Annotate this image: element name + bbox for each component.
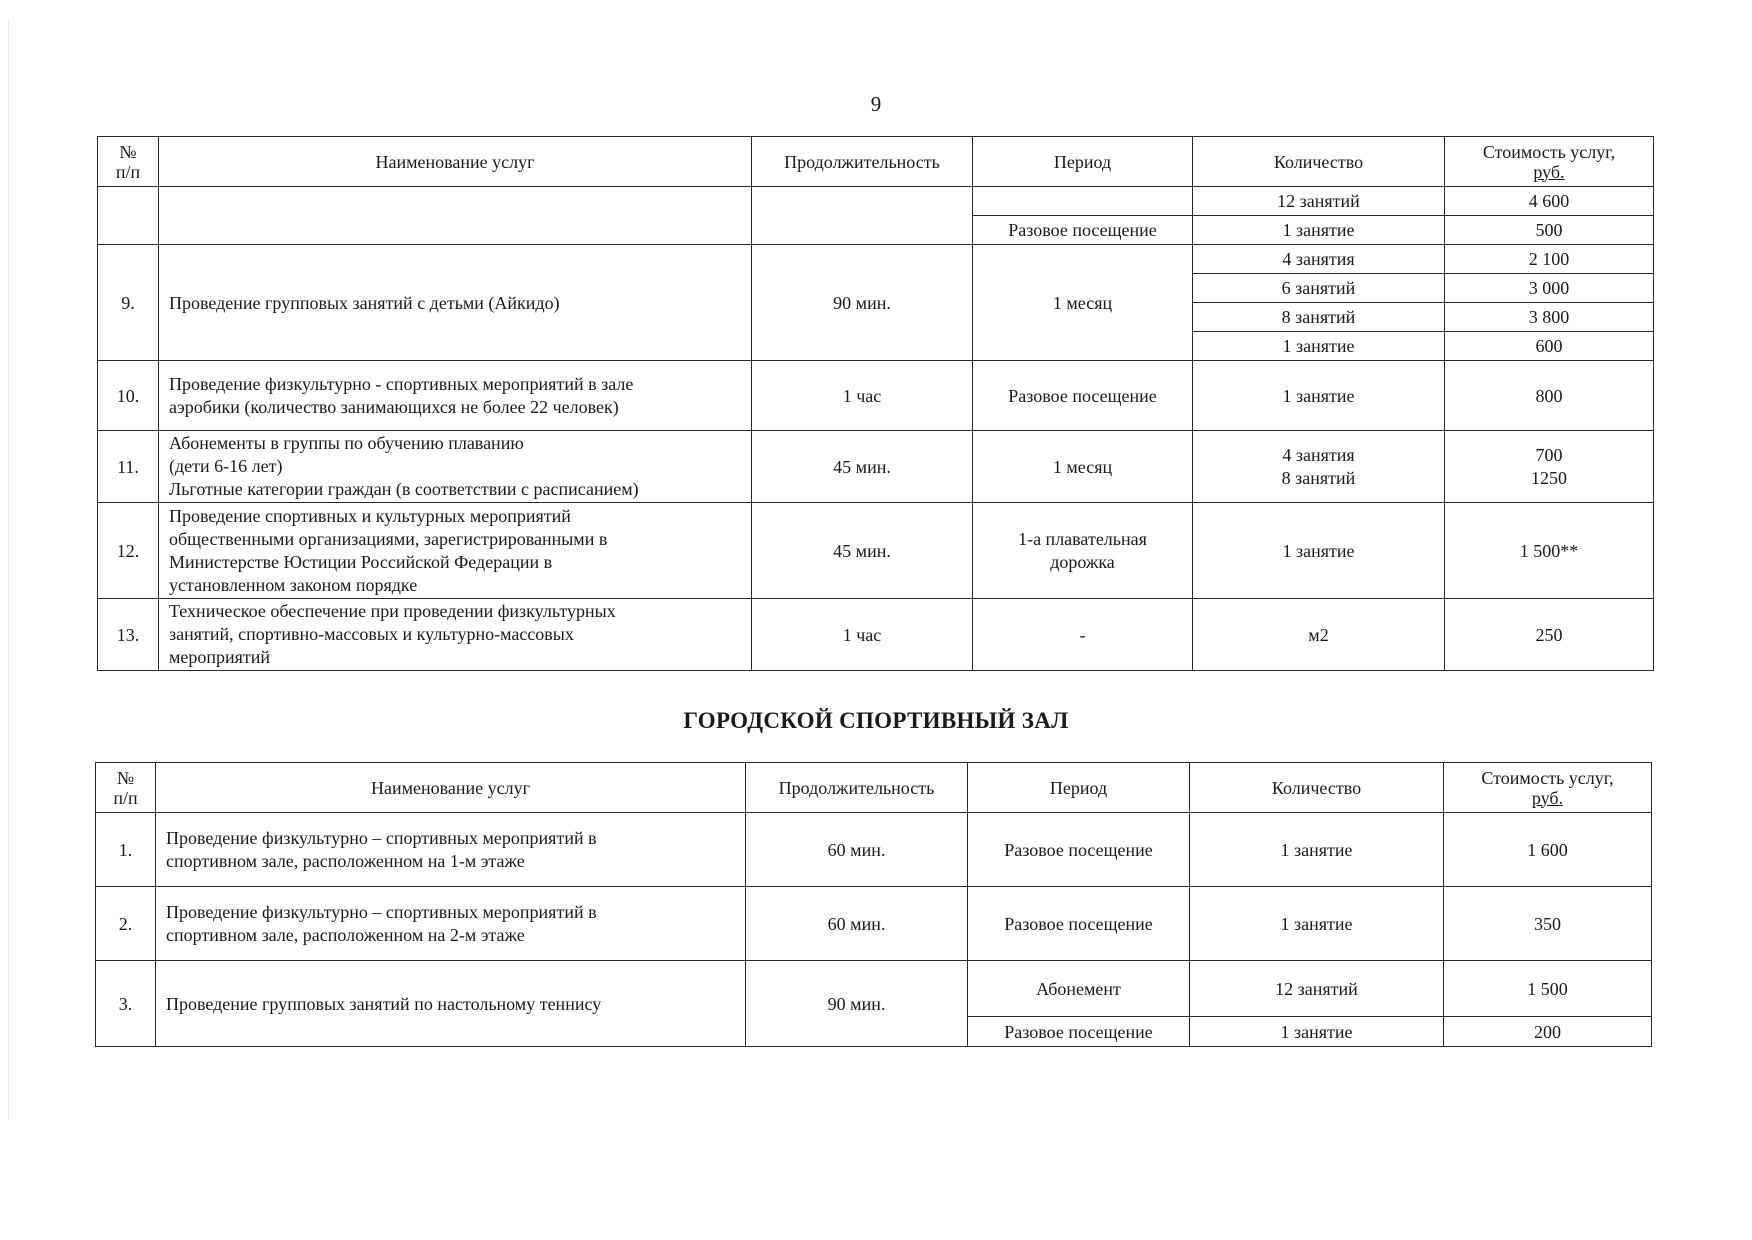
header-duration: Продолжительность — [752, 137, 973, 187]
cell-period: Разовое посещение — [968, 1017, 1190, 1047]
cell-period — [973, 187, 1193, 216]
header-num: № п/п — [98, 137, 159, 187]
header-quantity: Количество — [1190, 763, 1444, 813]
cell-quantity: 1 занятие — [1190, 813, 1444, 887]
table-header-row — [98, 137, 1654, 187]
table-row — [98, 245, 1654, 274]
section-title: ГОРОДСКОЙ СПОРТИВНЫЙ ЗАЛ — [683, 708, 1069, 733]
cell-name — [159, 187, 752, 245]
cell-period: Разовое посещение — [968, 813, 1190, 887]
cell-quantity: 1 занятие — [1190, 1017, 1444, 1047]
cell-period: Разовое посещение — [973, 216, 1193, 245]
cell-quantity: 12 занятий — [1193, 187, 1445, 216]
cell-quantity: 4 занятия 8 занятий — [1193, 431, 1445, 503]
cell-period: Разовое посещение — [973, 361, 1193, 431]
cell-num: 10. — [98, 361, 159, 431]
cell-quantity: 1 занятие — [1190, 887, 1444, 961]
cell-price: 250 — [1445, 599, 1654, 671]
cell-quantity: м2 — [1193, 599, 1445, 671]
cell-num: 2. — [96, 887, 156, 961]
table-row — [96, 813, 1652, 887]
page-number: 9 — [870, 92, 882, 116]
cell-period: 1-а плавательная дорожка — [973, 503, 1193, 599]
header-price: Стоимость услуг, руб. — [1444, 763, 1652, 813]
header-period: Период — [973, 137, 1193, 187]
cell-quantity: 8 занятий — [1193, 303, 1445, 332]
cell-price: 1 500** — [1445, 503, 1654, 599]
table-row — [96, 961, 1652, 1017]
cell-duration: 45 мин. — [752, 503, 973, 599]
cell-price: 200 — [1444, 1017, 1652, 1047]
cell-period: 1 месяц — [973, 245, 1193, 361]
cell-duration: 1 час — [752, 599, 973, 671]
cell-name: Техническое обеспечение при проведении физкультурных занятий, спортивно-массовых и культурно-массовых мероприятий — [159, 599, 752, 671]
cell-num: 3. — [96, 961, 156, 1047]
table-row — [98, 187, 1654, 216]
cell-name: Проведение групповых занятий по настольному теннису — [156, 961, 746, 1047]
cell-duration: 90 мин. — [746, 961, 968, 1047]
cell-duration: 60 мин. — [746, 813, 968, 887]
cell-quantity: 4 занятия — [1193, 245, 1445, 274]
cell-num: 1. — [96, 813, 156, 887]
header-duration: Продолжительность — [746, 763, 968, 813]
cell-period: - — [973, 599, 1193, 671]
table-row — [98, 431, 1654, 503]
cell-duration: 1 час — [752, 361, 973, 431]
table-row — [98, 599, 1654, 671]
cell-price: 1 600 — [1444, 813, 1652, 887]
cell-duration: 60 мин. — [746, 887, 968, 961]
cell-name: Проведение физкультурно – спортивных мероприятий в спортивном зале, расположенном на 1-м этаже — [156, 813, 746, 887]
cell-quantity: 12 занятий — [1190, 961, 1444, 1017]
cell-name: Проведение физкультурно - спортивных мероприятий в зале аэробики (количество занимающихся не более 22 человек) — [159, 361, 752, 431]
header-quantity: Количество — [1193, 137, 1445, 187]
services-table-city-gym — [95, 762, 1652, 1047]
table-row — [96, 887, 1652, 961]
cell-num: 12. — [98, 503, 159, 599]
cell-period: 1 месяц — [973, 431, 1193, 503]
cell-price: 3 000 — [1445, 274, 1654, 303]
cell-quantity: 6 занятий — [1193, 274, 1445, 303]
cell-price: 600 — [1445, 332, 1654, 361]
cell-quantity: 1 занятие — [1193, 332, 1445, 361]
cell-name: Проведение групповых занятий с детьми (Айкидо) — [159, 245, 752, 361]
header-price: Стоимость услуг, руб. — [1445, 137, 1654, 187]
cell-name: Проведение физкультурно – спортивных мероприятий в спортивном зале, расположенном на 2-м этаже — [156, 887, 746, 961]
cell-price: 4 600 — [1445, 187, 1654, 216]
cell-duration: 90 мин. — [752, 245, 973, 361]
cell-price: 2 100 — [1445, 245, 1654, 274]
table-header-row — [96, 763, 1652, 813]
cell-period: Абонемент — [968, 961, 1190, 1017]
table-row — [98, 361, 1654, 431]
header-name: Наименование услуг — [156, 763, 746, 813]
cell-quantity: 1 занятие — [1193, 216, 1445, 245]
cell-duration: 45 мин. — [752, 431, 973, 503]
cell-num: 9. — [98, 245, 159, 361]
cell-num: 13. — [98, 599, 159, 671]
services-table-pool — [97, 136, 1654, 671]
cell-name: Абонементы в группы по обучению плаванию (дети 6-16 лет) Льготные категории граждан (в соответствии с расписанием) — [159, 431, 752, 503]
header-num: № п/п — [96, 763, 156, 813]
cell-price: 800 — [1445, 361, 1654, 431]
cell-price: 700 1250 — [1445, 431, 1654, 503]
cell-name: Проведение спортивных и культурных мероприятий общественными организациями, зарегистрированными в Министерстве Юстиции Российской Федерации в установленном законом порядке — [159, 503, 752, 599]
cell-num: 11. — [98, 431, 159, 503]
cell-price: 3 800 — [1445, 303, 1654, 332]
page-edge-line — [8, 20, 9, 1120]
cell-price: 500 — [1445, 216, 1654, 245]
cell-price: 1 500 — [1444, 961, 1652, 1017]
table-row — [98, 503, 1654, 599]
cell-duration — [752, 187, 973, 245]
cell-period: Разовое посещение — [968, 887, 1190, 961]
cell-price: 350 — [1444, 887, 1652, 961]
header-period: Период — [968, 763, 1190, 813]
cell-quantity: 1 занятие — [1193, 503, 1445, 599]
cell-num — [98, 187, 159, 245]
header-name: Наименование услуг — [159, 137, 752, 187]
cell-quantity: 1 занятие — [1193, 361, 1445, 431]
